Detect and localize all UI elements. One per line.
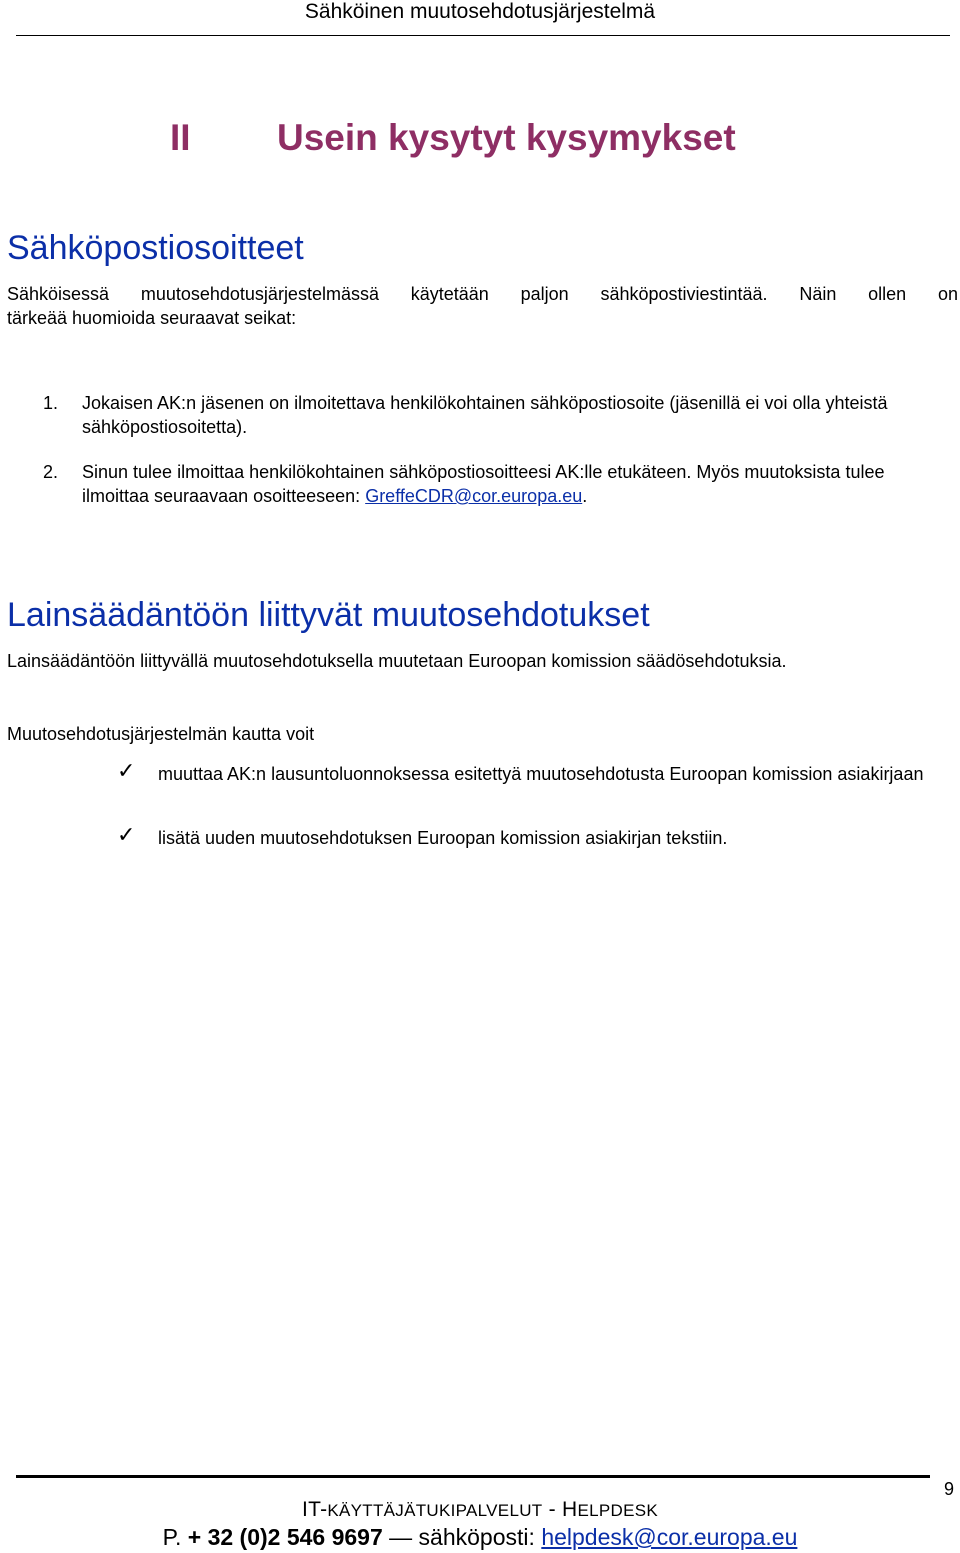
running-header-title: Sähköinen muutosehdotusjärjestelmä xyxy=(304,0,656,23)
chapter-number: II xyxy=(170,117,191,158)
list-item-number: 2. xyxy=(43,462,59,482)
footer-title-part: - H xyxy=(542,1498,578,1521)
chapter-title: Usein kysytyt kysymykset xyxy=(277,117,736,158)
header-divider xyxy=(16,35,950,36)
list-item-text: Sinun tulee ilmoittaa henkilökohtainen sähköpostiosoitteesi AK:lle etukäteen. Myös muutoksista tulee ilmoittaa seuraavaan osoitteeseen: xyxy=(82,462,885,506)
page-number: 9 xyxy=(944,1479,955,1499)
check-mark-icon: ✓ xyxy=(117,823,136,848)
law-paragraph-1: Lainsäädäntöön liittyvällä muutosehdotuksella muutetaan Euroopan komission säädösehdotuksia. xyxy=(7,651,787,671)
email-intro-line-2: tärkeää huomioida seuraavat seikat: xyxy=(7,308,297,328)
footer-title-part: IT- xyxy=(301,1498,328,1521)
law-paragraph-2: Muutosehdotusjärjestelmän kautta voit xyxy=(7,724,315,744)
checklist-item-text: lisätä uuden muutosehdotuksen Euroopan komission asiakirjan tekstiin. xyxy=(158,828,728,848)
footer-contact-prefix: P. xyxy=(162,1524,188,1550)
helpdesk-email-link[interactable]: helpdesk@cor.europa.eu xyxy=(541,1524,798,1550)
footer-contact xyxy=(0,1523,960,1551)
chapter-heading xyxy=(0,108,960,168)
footer-contact-label: — sähköposti: xyxy=(382,1524,542,1550)
list-item-text: Jokaisen AK:n jäsenen on ilmoitettava henkilökohtainen sähköpostiosoite (jäsenillä ei voi olla yhteistä sähköpostiosoitetta). xyxy=(82,393,888,437)
helpdesk-phone: + 32 (0)2 546 9697 xyxy=(187,1524,383,1550)
footer-title-part: KÄYTTÄJÄTUKIPALVELUT xyxy=(327,1501,543,1520)
greffe-email-link[interactable]: GreffeCDR@cor.europa.eu xyxy=(365,486,583,506)
email-section-heading: Sähköpostiosoitteet xyxy=(7,229,304,267)
list-item-punctuation: . xyxy=(582,486,588,506)
law-section-heading: Lainsäädäntöön liittyvät muutosehdotukset xyxy=(7,596,650,634)
list-item-number: 1. xyxy=(43,393,59,413)
email-intro-line-1: Sähköisessä muutosehdotusjärjestelmässä käytetään paljon sähköpostiviestintää. Näin ollen on xyxy=(7,284,958,304)
list-item xyxy=(82,460,952,508)
footer-divider xyxy=(16,1475,930,1478)
footer-title-part: ELPDESK xyxy=(577,1501,659,1520)
check-mark-icon: ✓ xyxy=(117,759,136,784)
footer-title xyxy=(0,1497,960,1524)
checklist-item-text: muuttaa AK:n lausuntoluonnoksessa esitettyä muutosehdotusta Euroopan komission asiakirjaan xyxy=(158,764,924,784)
